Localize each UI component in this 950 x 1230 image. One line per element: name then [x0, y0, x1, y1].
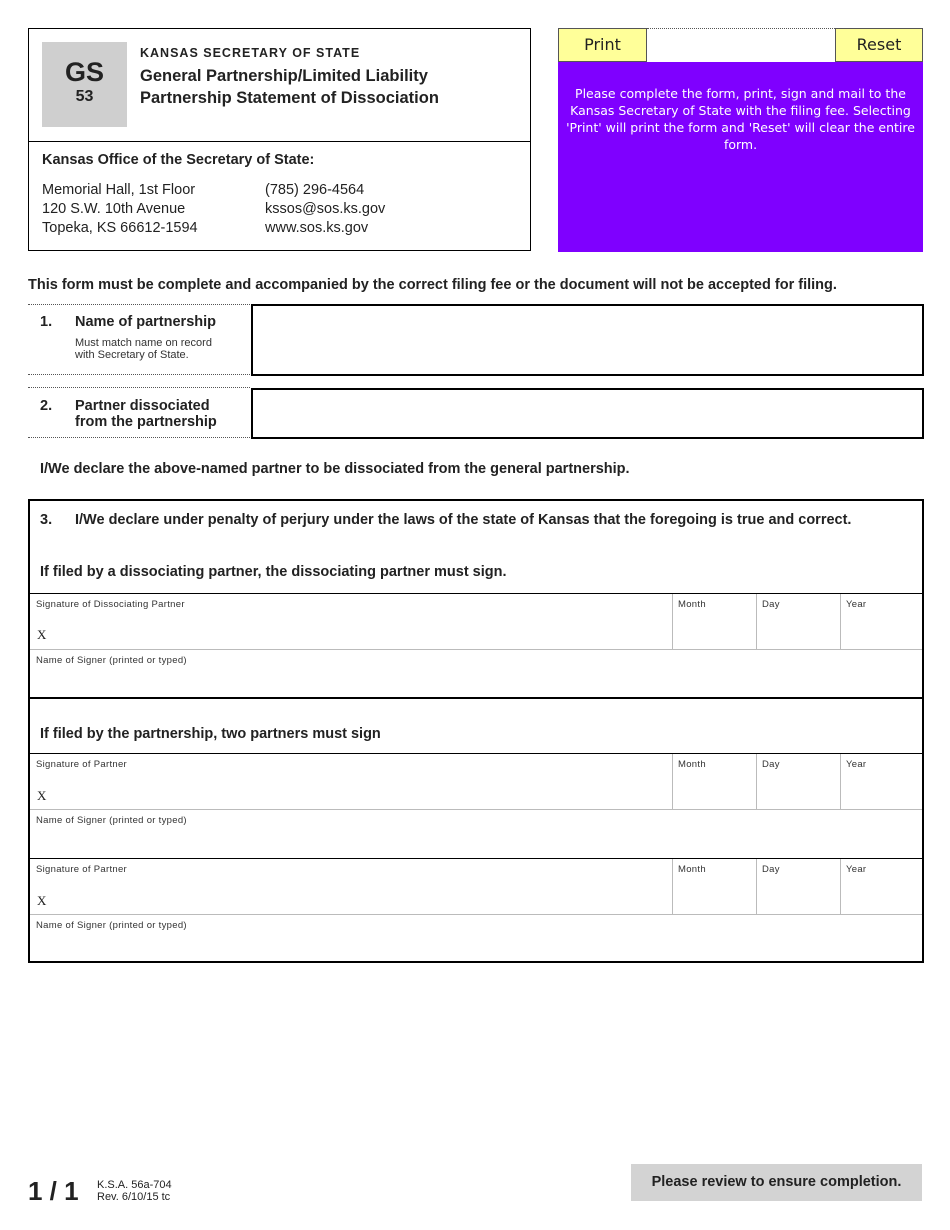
header-top [29, 29, 530, 142]
panel-divider [647, 28, 835, 29]
form-title-line1: General Partnership/Limited Liability [140, 67, 428, 85]
office-contact [265, 181, 385, 238]
divider [840, 754, 841, 809]
field-label-dissociated-partner [75, 398, 217, 430]
signature-x-mark[interactable]: X [37, 893, 47, 908]
office-heading: Kansas Office of the Secretary of State: [42, 152, 315, 168]
divider [840, 859, 841, 914]
statute-citation: K.S.A. 56a-704 [97, 1179, 172, 1191]
field-label-partnership-name: Name of partnership [75, 314, 216, 330]
divider [30, 593, 922, 594]
dissociation-declaration: I/We declare the above-named partner to be dissociated from the general partnership. [40, 461, 630, 477]
perjury-declaration: I/We declare under penalty of perjury under the laws of the state of Kansas that the foregoing is true and correct. [75, 512, 852, 528]
month-label: Month [678, 864, 706, 875]
divider [28, 437, 250, 438]
divider [756, 754, 757, 809]
field-number: 2. [40, 398, 53, 414]
signer-name-label[interactable]: Name of Signer (printed or typed) [36, 920, 187, 931]
divider [840, 594, 841, 649]
year-label: Year [846, 864, 867, 875]
day-label: Day [762, 599, 780, 610]
form-number: 53 [75, 88, 94, 105]
signature-x-mark[interactable]: X [37, 627, 47, 642]
sig-label: Signature of Partner [36, 864, 128, 875]
form-code-badge [42, 42, 127, 127]
year-label: Year [846, 759, 867, 770]
hint-line: Must match name on record [75, 337, 212, 349]
divider [28, 304, 250, 305]
divider [30, 697, 922, 699]
divider [672, 594, 673, 649]
print-button[interactable]: Print [558, 28, 647, 62]
reset-button[interactable]: Reset [835, 28, 923, 62]
signature-section [28, 499, 924, 963]
field-hint-partnership-name [75, 337, 212, 361]
divider [756, 859, 757, 914]
form-title-line2: Partnership Statement of Dissociation [140, 89, 439, 107]
office-address [42, 181, 198, 238]
email-address: kssos@sos.ks.gov [265, 201, 386, 217]
divider [756, 594, 757, 649]
divider [30, 858, 922, 859]
divider [30, 753, 922, 754]
sig-label: Signature of Dissociating Partner [36, 599, 185, 610]
section-number: 3. [40, 512, 53, 528]
day-label: Day [762, 759, 780, 770]
label-line: Partner dissociated [75, 398, 210, 414]
header-box [28, 28, 531, 251]
phone-number: (785) 296-4564 [265, 182, 365, 198]
label-line: from the partnership [75, 414, 217, 430]
revision-date: Rev. 6/10/15 tc [97, 1191, 171, 1203]
instructions-panel: Please complete the form, print, sign and mail to the Kansas Secretary of State with the filing fee. Selecting 'Print' will print the form and 'Reset' will clear the entire form. [558, 62, 923, 252]
statute-reference [97, 1179, 172, 1203]
divider [30, 914, 922, 915]
dissociated-partner-input[interactable] [251, 388, 924, 439]
divider [28, 387, 250, 388]
day-label: Day [762, 864, 780, 875]
divider [30, 809, 922, 810]
review-button[interactable]: Please review to ensure completion. [631, 1164, 922, 1201]
page-number: 1 / 1 [28, 1176, 79, 1206]
website: www.sos.ks.gov [265, 220, 369, 236]
hint-line: with Secretary of State. [75, 349, 189, 361]
year-label: Year [846, 599, 867, 610]
month-label: Month [678, 599, 706, 610]
partnership-heading: If filed by the partnership, two partners must sign [40, 726, 381, 742]
field-number: 1. [40, 314, 53, 330]
agency-name: KANSAS SECRETARY OF STATE [140, 46, 361, 60]
address-line: Memorial Hall, 1st Floor [42, 182, 196, 198]
address-line: 120 S.W. 10th Avenue [42, 201, 186, 217]
partnership-name-input[interactable] [251, 304, 924, 376]
address-line: Topeka, KS 66612-1594 [42, 220, 198, 236]
signature-x-mark[interactable]: X [37, 788, 47, 803]
sig-label: Signature of Partner [36, 759, 128, 770]
filing-notice: This form must be complete and accompanied by the correct filing fee or the document will not be accepted for filing. [28, 277, 837, 293]
divider [28, 374, 250, 375]
divider [672, 754, 673, 809]
dissociating-partner-heading: If filed by a dissociating partner, the dissociating partner must sign. [40, 564, 507, 580]
form-code: GS [64, 57, 104, 87]
signer-name-label[interactable]: Name of Signer (printed or typed) [36, 815, 187, 826]
divider [672, 859, 673, 914]
month-label: Month [678, 759, 706, 770]
form-title [140, 65, 520, 109]
signer-name-label[interactable]: Name of Signer (printed or typed) [36, 655, 187, 666]
divider [30, 649, 922, 650]
